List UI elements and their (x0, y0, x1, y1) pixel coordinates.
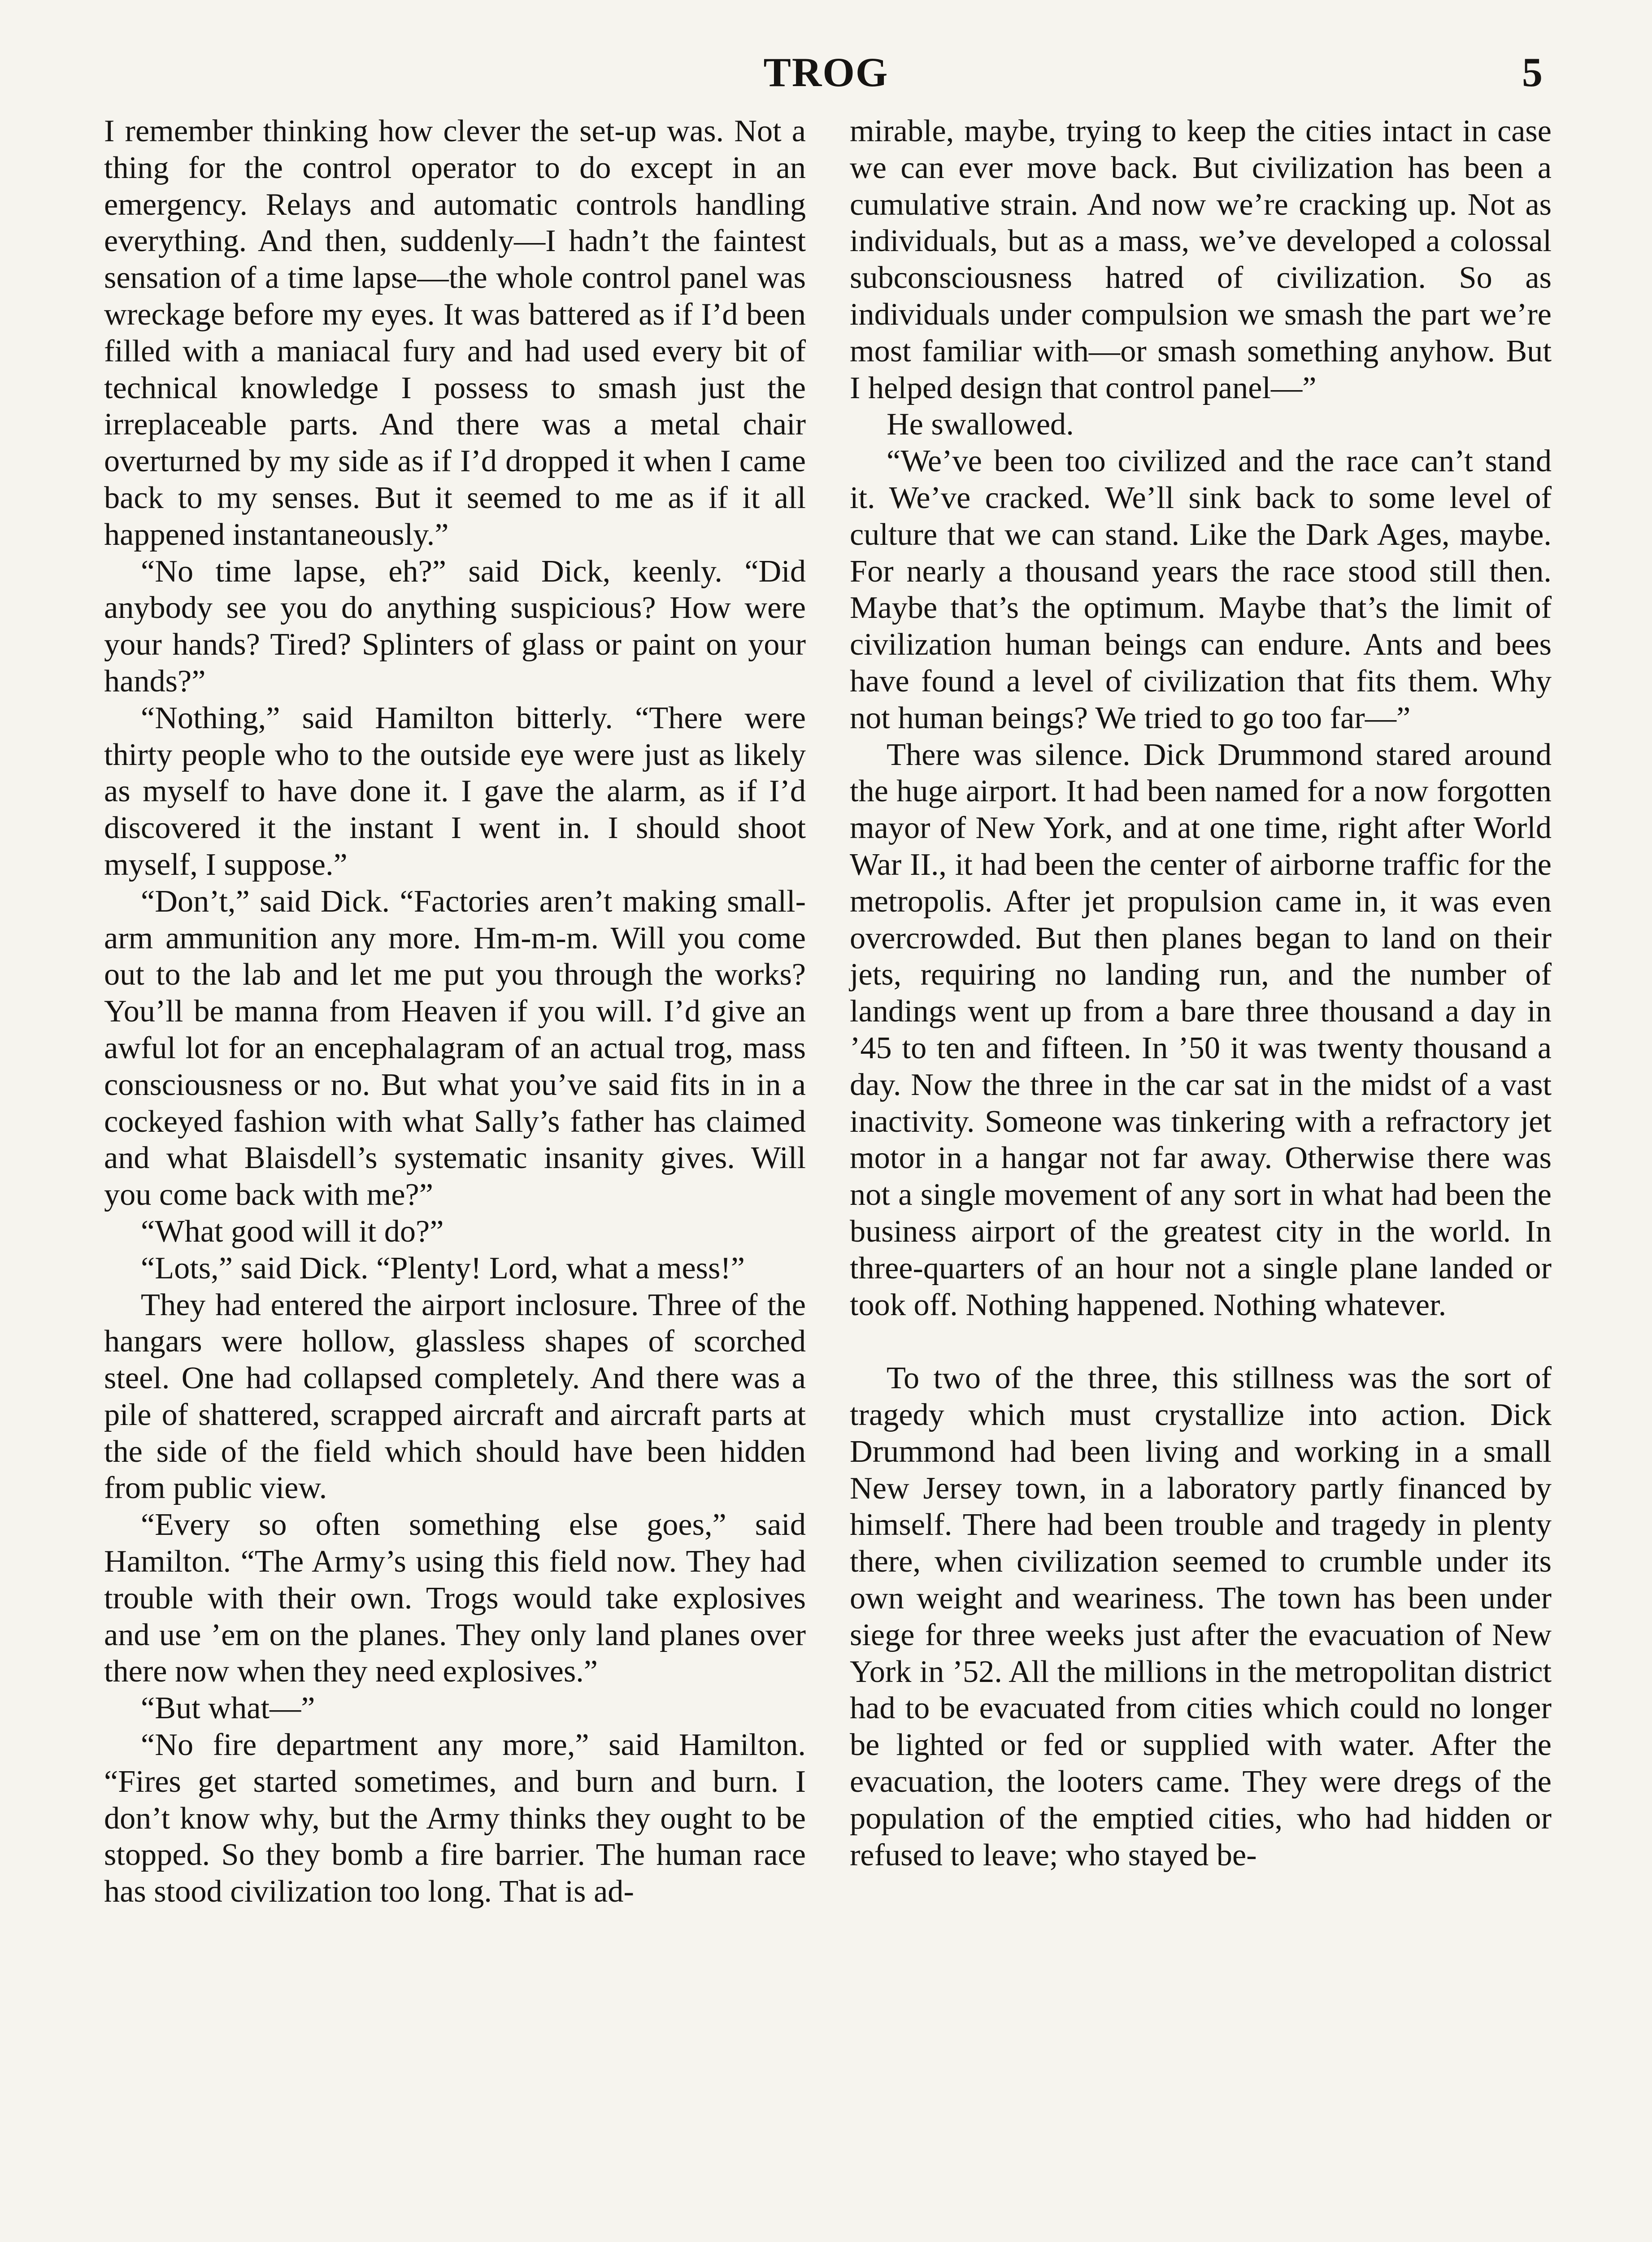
paragraph: They had entered the airport inclosure. Three of the hangars were hollow, glassless shapes of scorched steel. One had collapsed completely. And there was a pile of shattered, scrapped aircraft and aircraft parts at the side of the field which should have been hidden from public view. (104, 1287, 806, 1506)
paragraph: “Lots,” said Dick. “Plenty! Lord, what a mess!” (141, 1250, 745, 1286)
paragraph: “Don’t,” said Dick. “Factories aren’t making small-arm ammunition any more. Hm-m-m. Will you come out to the lab and let me put you through the works? You’ll be manna from Heaven if you will. I’d give an awful lot for an encephalagram of an actual trog, mass consciousness or no. But what you’ve said fits in in a cockeyed fashion with what Sally’s father has claimed and what Blaisdell’s systematic insanity gives. Will you come back with me?” (104, 883, 806, 1212)
paragraph: I remember thinking how clever the set-up was. Not a thing for the control operator to do except in an emergency. Relays and automatic controls handling everything. And then, suddenly—I hadn’t the faintest sensation of a time lapse—the whole control panel was wreckage before my eyes. It was battered as if I’d been filled with a maniacal fury and had used every bit of technical knowledge I possess to smash just the irreplaceable parts. And there was a metal chair overturned by my side as if I’d dropped it when I came back to my senses. But it seemed to me as if it all happened instantaneously.” (104, 113, 806, 552)
right-column (850, 113, 1552, 1873)
paragraph: There was silence. Dick Drummond stared around the huge airport. It had been named for a now forgotten mayor of New York, and at one time, right after World War II., it had been the center of airborne traffic for the metropolis. After jet propulsion came in, it was even overcrowded. But then planes began to land on their jets, requiring no landing run, and the number of landings went up from a bare three thousand a day in ’45 to ten and fifteen. In ’50 it was twenty thousand a day. Now the three in the car sat in the midst of a vast inactivity. Someone was tinkering with a refractory jet motor in a hangar not far away. Otherwise there was not a single movement of any sort in what had been the business airport of the greatest city in the world. In three-quarters of an hour not a single plane landed or took off. Nothing happened. Nothing whatever. (850, 737, 1552, 1322)
paragraph: “Every so often something else goes,” said Hamilton. “The Army’s using this field now. They had trouble with their own. Trogs would take explosives and use ’em on the planes. They only land planes over there now when they need explosives.” (104, 1507, 806, 1689)
paragraph: “No time lapse, eh?” said Dick, keenly. “Did anybody see you do anything suspicious? How were your hands? Tired? Splinters of glass or paint on your hands?” (104, 553, 806, 699)
paragraph: “We’ve been too civilized and the race can’t stand it. We’ve cracked. We’ll sink back to some level of culture that we can stand. Like the Dark Ages, maybe. For nearly a thousand years the race stood still then. Maybe that’s the optimum. Maybe that’s the limit of civilization human beings can endure. Ants and bees have found a level of civilization that fits them. Why not human beings? We tried to go too far—” (850, 443, 1552, 735)
left-column (104, 113, 806, 1910)
paragraph: To two of the three, this stillness was the sort of tragedy which must crystallize into action. Dick Drummond had been living and working in a small New Jersey town, in a laboratory partly financed by himself. There had been trouble and tragedy in plenty there, when civilization seemed to crumble under its own weight and weariness. The town has been under siege for three weeks just after the evacuation of New York in ’52. All the millions in the metropolitan district had to be evacuated from cities which could no longer be lighted or fed or supplied with water. After the evacuation, the looters came. They were dregs of the population of the emptied cities, who had hidden or refused to leave; who stayed be- (850, 1360, 1552, 1873)
running-title: TROG (763, 49, 889, 95)
paragraph: “No fire department any more,” said Hamilton. “Fires get started sometimes, and burn and burn. I don’t know why, but the Army thinks they ought to be stopped. So they bomb a fire barrier. The human race has stood civilization too long. That is ad- (104, 1727, 806, 1909)
paragraph: “But what—” (141, 1690, 315, 1726)
page-number: 5 (1522, 49, 1543, 95)
paragraph: “What good will it do?” (141, 1213, 444, 1249)
paragraph: He swallowed. (887, 407, 1074, 442)
paragraph: mirable, maybe, trying to keep the cities intact in case we can ever move back. But civilization has been a cumulative strain. And now we’re cracking up. Not as individuals, but as a mass, we’ve developed a colossal subconsciousness hatred of civilization. So as individuals under compulsion we smash the part we’re most familiar with—or smash something anyhow. But I helped design that control panel—” (850, 113, 1552, 405)
paragraph: “Nothing,” said Hamilton bitterly. “There were thirty people who to the outside eye were just as likely as myself to have done it. I gave the alarm, as if I’d discovered it the instant I went in. I should shoot myself, I suppose.” (104, 700, 806, 882)
